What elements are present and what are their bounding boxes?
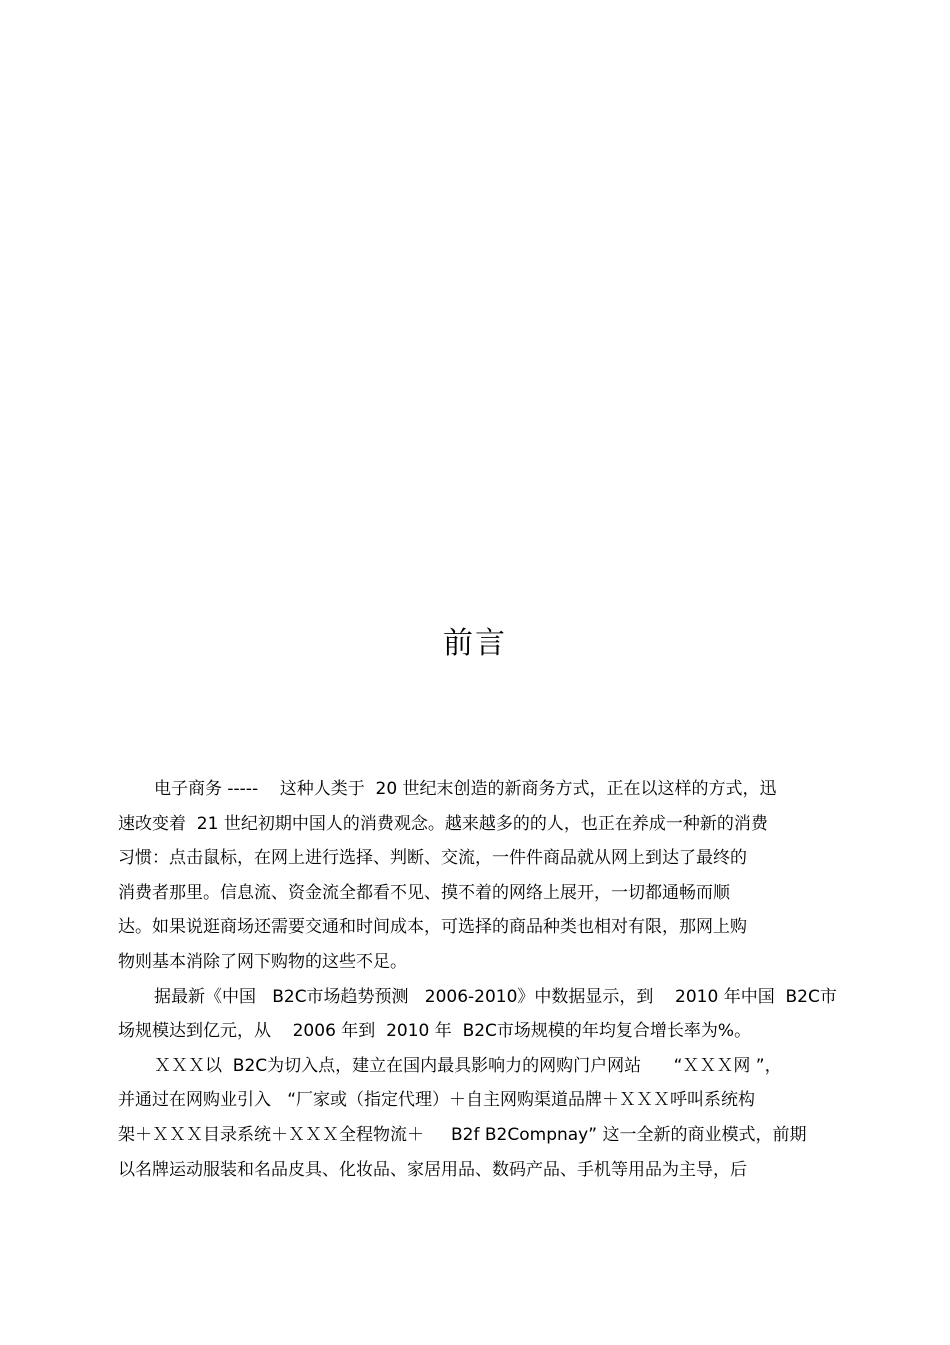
text-line: 以名牌运动服装和名品皮具、化妆品、家居用品、数码产品、手机等用品为主导，后 bbox=[118, 1159, 747, 1180]
text-line: 据最新《中国 B2C市场趋势预测 2006-2010》中数据显示，到 2010 年中国 B2C市 bbox=[154, 986, 837, 1007]
paragraph-intro bbox=[118, 772, 838, 980]
text-line: 速改变着 21 世纪初期中国人的消费观念。越来越多的的人，也正在养成一种新的消费 bbox=[118, 813, 768, 834]
text-line: 电子商务 ----- 这种人类于 20 世纪末创造的新商务方式，正在以这样的方式，迅 bbox=[154, 779, 777, 799]
page-title: 前言 bbox=[443, 626, 507, 661]
text-line: 消费者那里。信息流、资金流全都看不见、摸不着的网络上展开，一切都通畅而顺 bbox=[118, 882, 730, 903]
body-text bbox=[118, 772, 838, 1187]
text-line: 场规模达到亿元，从 2006 年到 2010 年 B2C市场规模的年均复合增长率为%。 bbox=[118, 1021, 752, 1042]
text-line: ＸＸＸ以 B2C为切入点，建立在国内最具影响力的网购门户网站 “ＸＸＸ网 ”， bbox=[154, 1055, 782, 1076]
text-line: 物则基本消除了网下购物的这些不足。 bbox=[118, 951, 407, 972]
text-line: 架＋ＸＸＸ目录系统＋ＸＸＸ全程物流＋ B2f B2Compnay” 这一全新的商业模式，前期 bbox=[118, 1124, 807, 1145]
text-line: 并通过在网购业引入 “厂家或（指定代理）＋自主网购渠道品牌＋ＸＸＸ呼叫系统构 bbox=[118, 1090, 756, 1111]
text-line: 习惯：点击鼠标，在网上进行选择、判断、交流，一件件商品就从网上到达了最终的 bbox=[118, 848, 747, 869]
paragraph-market-data bbox=[118, 980, 838, 1049]
text-line: 达。如果说逛商场还需要交通和时间成本，可选择的商品种类也相对有限，那网上购 bbox=[118, 917, 747, 938]
paragraph-business-model bbox=[118, 1049, 838, 1187]
